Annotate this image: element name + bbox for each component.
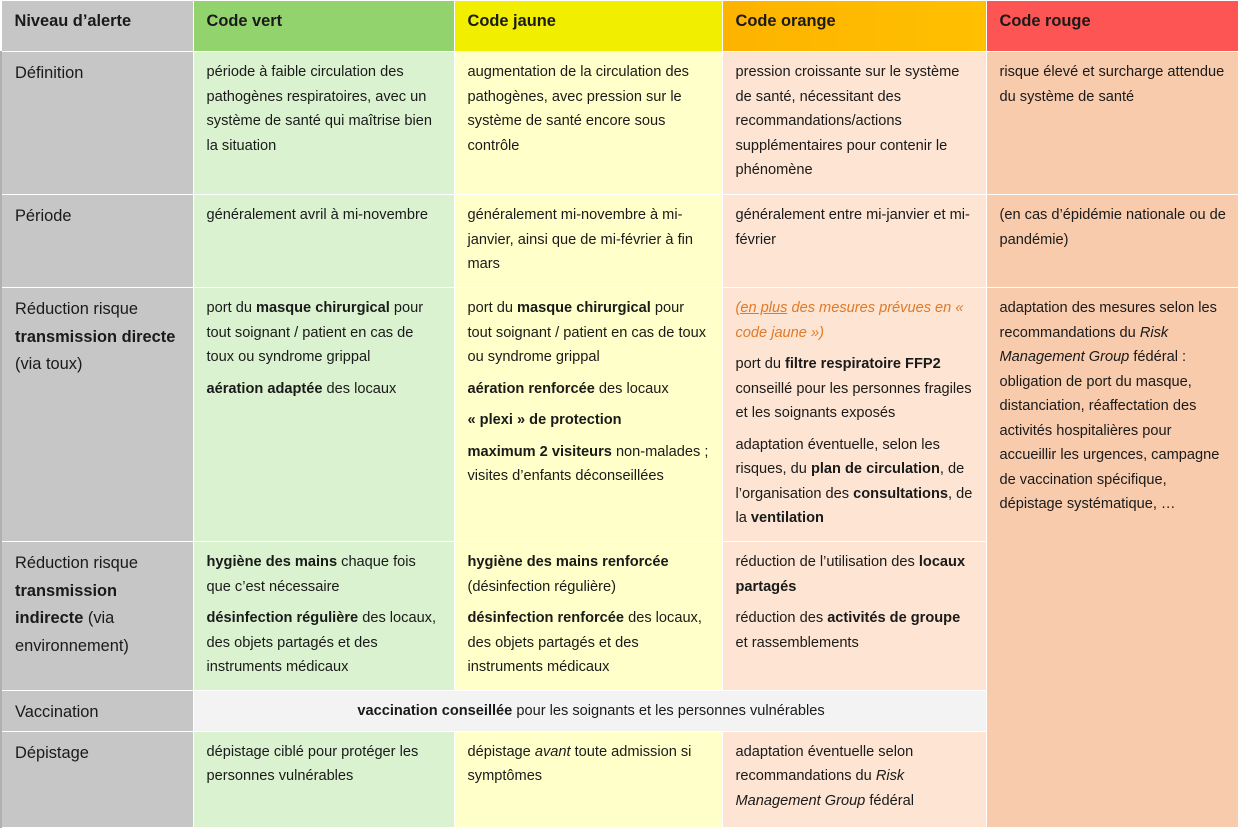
direct-orange-ffp2: port du filtre respiratoire FFP2 conseillé pour les personnes fragiles et les soignants exposés xyxy=(735,356,972,421)
direct-yellow-mask: port du masque chirurgical pour tout soignant / patient en cas de toux ou syndrome grippal xyxy=(467,300,707,365)
direct-yellow-plexi: « plexi » de protection xyxy=(467,412,622,428)
direct-yellow-aeration: aération renforcée des locaux xyxy=(467,380,669,397)
cell-direct-green xyxy=(193,288,454,542)
direct-green-mask: port du masque chirurgical pour tout soignant / patient en cas de toux ou syndrome grippal xyxy=(206,300,424,365)
cell-screening-yellow: dépistage avant toute admission si symptômes xyxy=(454,731,722,827)
cell-period-orange: généralement entre mi-janvier et mi-février xyxy=(722,195,986,288)
direct-yellow-visitors: maximum 2 visiteurs non-malades ; visites d’enfants déconseillées xyxy=(467,443,709,484)
header-yellow: Code jaune xyxy=(454,1,722,52)
cell-direct-yellow xyxy=(454,288,722,542)
direct-orange-note: (en plus des mesures prévues en « code jaune ») xyxy=(735,300,964,341)
row-period xyxy=(1,195,1238,288)
cell-screening-green: dépistage ciblé pour protéger les personnes vulnérables xyxy=(193,731,454,827)
cell-direct-orange xyxy=(722,288,986,542)
header-row xyxy=(1,1,1238,52)
cell-period-yellow: généralement mi-novembre à mi-janvier, ainsi que de mi-février à fin mars xyxy=(454,195,722,288)
cell-definition-orange: pression croissante sur le système de santé, nécessitant des recommandations/actions supplémentaires pour contenir le phénomène xyxy=(722,52,986,195)
row-label-definition: Définition xyxy=(1,52,193,195)
row-label-period: Période xyxy=(1,195,193,288)
row-definition xyxy=(1,52,1238,195)
direct-green-aeration: aération adaptée des locaux xyxy=(206,380,397,397)
row-label-screening: Dépistage xyxy=(1,731,193,827)
cell-indirect-orange xyxy=(722,542,986,691)
header-level: Niveau d’alerte xyxy=(1,1,193,52)
cell-period-green: généralement avril à mi-novembre xyxy=(193,195,454,288)
row-label-direct: Réduction risque transmission directe (via toux) xyxy=(1,288,193,542)
cell-indirect-yellow xyxy=(454,542,722,691)
cell-definition-green: période à faible circulation des pathogènes respiratoires, avec un système de santé qui maîtrise bien la situation xyxy=(193,52,454,195)
indirect-orange-groups: réduction des activités de groupe et rassemblements xyxy=(735,610,961,651)
indirect-orange-rooms: réduction de l’utilisation des locaux partagés xyxy=(735,554,966,595)
indirect-yellow-disinfection: désinfection renforcée des locaux, des objets partagés et des instruments médicaux xyxy=(467,610,702,675)
direct-orange-circulation: adaptation éventuelle, selon les risques, du plan de circulation, de l’organisation des consultations, de la ventilation xyxy=(735,436,973,526)
indirect-green-hands: hygiène des mains chaque fois que c’est nécessaire xyxy=(206,554,416,595)
row-label-indirect: Réduction risque transmission indirecte (via environnement) xyxy=(1,542,193,691)
cell-vaccination: vaccination conseillée pour les soignants et les personnes vulnérables xyxy=(193,691,986,732)
cell-direct-red: adaptation des mesures selon les recommandations du Risk Management Group fédéral : obligation de port du masque, distanciation, réaffectation des activités hospitalières pour accueillir les urgences, campagne de vaccination spécifique, dépistage systématique, … xyxy=(986,288,1238,828)
cell-indirect-green xyxy=(193,542,454,691)
cell-definition-red: risque élevé et surcharge attendue du système de santé xyxy=(986,52,1238,195)
row-direct-transmission xyxy=(1,288,1238,542)
header-red: Code rouge xyxy=(986,1,1238,52)
indirect-yellow-hands: hygiène des mains renforcée (désinfection régulière) xyxy=(467,554,669,595)
row-label-vaccination: Vaccination xyxy=(1,691,193,732)
indirect-green-disinfection: désinfection régulière des locaux, des objets partagés et des instruments médicaux xyxy=(206,610,437,675)
header-orange: Code orange xyxy=(722,1,986,52)
cell-period-red: (en cas d’épidémie nationale ou de pandémie) xyxy=(986,195,1238,288)
header-green: Code vert xyxy=(193,1,454,52)
cell-definition-yellow: augmentation de la circulation des pathogènes, avec pression sur le système de santé encore sous contrôle xyxy=(454,52,722,195)
cell-screening-orange: adaptation éventuelle selon recommandations du Risk Management Group fédéral xyxy=(722,731,986,827)
